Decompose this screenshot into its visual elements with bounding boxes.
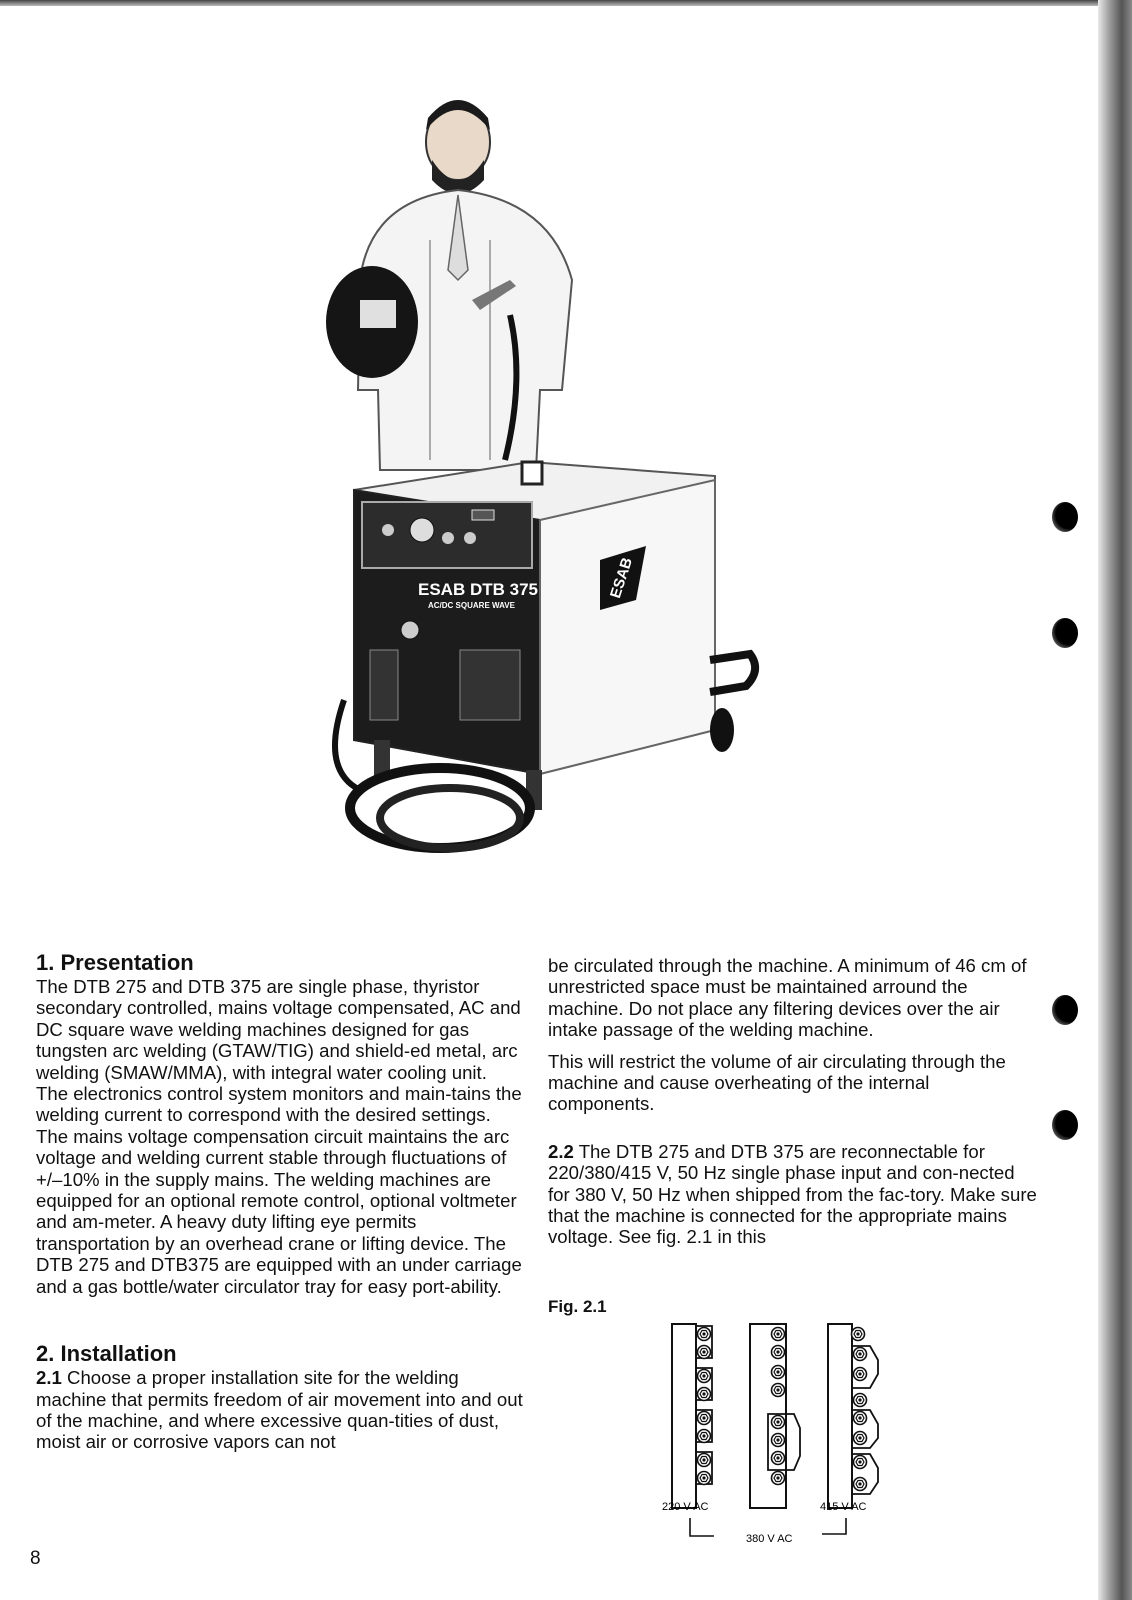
board-label-415v: 415 V AC — [820, 1501, 867, 1513]
paragraph-text: The DTB 275 and DTB 375 are reconnectable for 220/380/415 V, 50 Hz single phase input and con-nected for 380 V, 50 Hz when shipped from the fac-tory. Make sure that the machine is connected for the appropriate mains voltage. See fig. 2.1 in this — [548, 1140, 1037, 1248]
section-heading-presentation: 1. Presentation — [36, 950, 194, 975]
terminal-board-415v — [820, 1324, 878, 1534]
figure-label: Fig. 2.1 — [548, 1297, 607, 1316]
installation-paragraph-2-1 — [36, 1367, 526, 1453]
product-photo — [300, 90, 800, 890]
binder-hole — [1052, 995, 1078, 1025]
terminal-board-diagram — [662, 1318, 904, 1550]
binder-hole — [1052, 502, 1078, 532]
left-column — [36, 950, 526, 1453]
terminal-board-380v — [746, 1324, 800, 1545]
paragraph-number: 2.1 — [36, 1367, 62, 1389]
binder-hole — [1052, 1110, 1078, 1140]
paragraph-number: 2.2 — [548, 1140, 574, 1162]
binder-hole — [1052, 618, 1078, 648]
presentation-paragraph-1: The DTB 275 and DTB 375 are single phase, thyristor secondary controlled, mains voltage compensated, AC and DC square wave welding machines designed for gas tungsten arc welding (GTAW/TIG) and shield-ed metal, arc welding (SMAW/MMA), with integral water cooling unit. — [36, 976, 521, 1083]
binder-spine — [1098, 0, 1132, 1600]
welding-machine — [335, 462, 755, 848]
top-edge-rule — [0, 0, 1100, 6]
terminal-board-220v — [662, 1324, 714, 1536]
board-label-380v: 380 V AC — [746, 1533, 793, 1545]
installation-note: This will restrict the volume of air circulating through the machine and cause overheating of the internal components. — [548, 1050, 1006, 1115]
machine-subtitle-label: AC/DC SQUARE WAVE — [428, 601, 515, 610]
installation-paragraph-2-2 — [548, 1141, 1038, 1248]
side-brand-label: ESAB — [607, 555, 637, 601]
page-number: 8 — [30, 1548, 41, 1569]
paragraph-text: Choose a proper installation site for the welding machine that permits freedom of air movement into and out of the machine, and where excessive quan-tities of dust, moist air or corrosive vapors can not — [36, 1367, 523, 1453]
installation-paragraph-2-1-continued: be circulated through the machine. A minimum of 46 cm of unrestricted space must be maintained arround the machine. Do not place any filtering devices over the air intake passage of the welding machine. — [548, 955, 1027, 1041]
right-column — [548, 955, 1038, 1248]
welder-person — [326, 100, 572, 470]
presentation-paragraph-2: The electronics control system monitors and main-tains the welding current to correspond with the desired settings. The mains voltage compensation circuit maintains the arc voltage and welding current stable through fluctuations of +/–10% in the supply mains. The welding machines are equipped for an optional remote control, optional voltmeter and am-meter. A heavy duty lifting eye permits transportation by an overhead crane or lifting device. The DTB 275 and DTB375 are equipped with an under carriage and a gas bottle/water circulator tray for easy port-ability. — [36, 1083, 522, 1297]
section-heading-installation: 2. Installation — [36, 1341, 177, 1367]
board-label-220v: 220 V AC — [662, 1501, 709, 1513]
machine-model-label: ESAB DTB 375 — [418, 580, 538, 599]
